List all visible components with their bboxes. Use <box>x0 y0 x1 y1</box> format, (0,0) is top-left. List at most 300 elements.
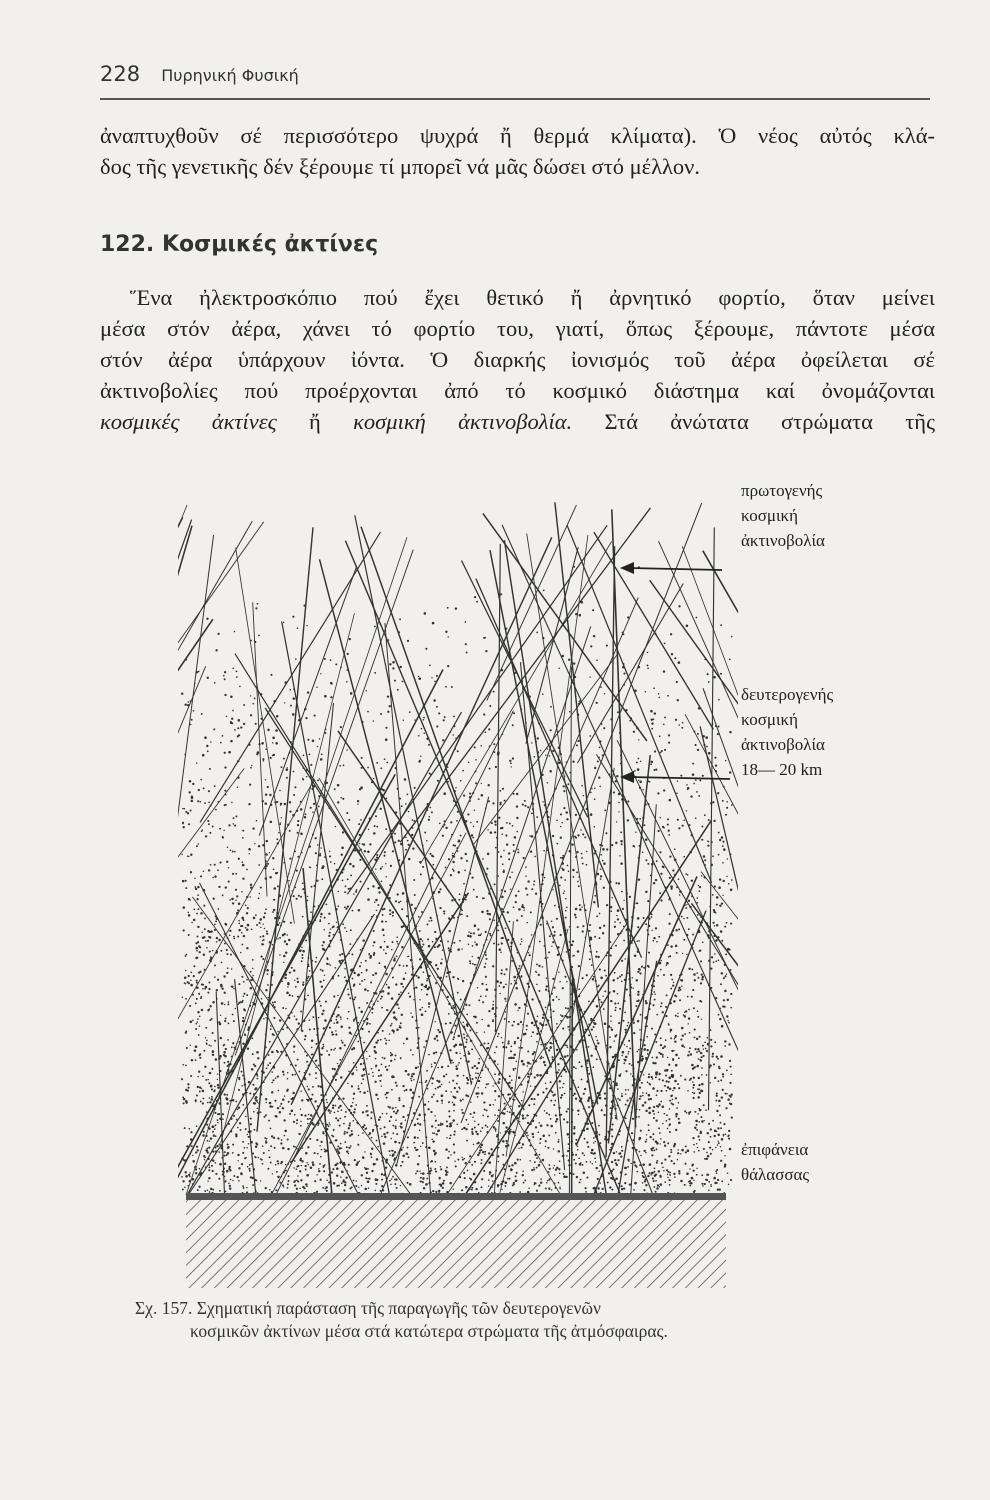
stipple-dot <box>275 729 278 732</box>
stipple-dot <box>265 908 267 910</box>
stipple-dot <box>530 850 532 852</box>
stipple-dot <box>477 1087 479 1089</box>
stipple-dot <box>414 787 416 789</box>
stipple-dot <box>729 1060 731 1062</box>
stipple-dot <box>492 1085 493 1086</box>
stipple-dot <box>676 792 678 794</box>
stipple-dot <box>582 930 584 932</box>
stipple-dot <box>722 845 724 847</box>
stipple-dot <box>389 663 391 665</box>
stipple-dot <box>182 822 184 824</box>
stipple-dot <box>349 638 351 640</box>
stipple-dot <box>586 1161 588 1163</box>
stipple-dot <box>246 1147 248 1149</box>
stipple-dot <box>431 811 433 813</box>
stipple-dot <box>700 1116 702 1118</box>
stipple-dot <box>361 757 363 759</box>
stipple-dot <box>357 803 358 804</box>
stipple-dot <box>592 978 595 981</box>
stipple-dot <box>361 1074 364 1077</box>
stipple-dot <box>615 945 617 947</box>
stipple-dot <box>373 720 374 721</box>
stipple-dot <box>698 1077 700 1079</box>
stipple-dot <box>409 711 411 713</box>
stipple-dot <box>478 1062 480 1064</box>
stipple-dot <box>639 972 641 974</box>
stipple-dot <box>688 1181 690 1183</box>
stipple-dot <box>596 951 598 953</box>
stipple-dot <box>654 750 656 752</box>
stipple-dot <box>299 1159 301 1161</box>
stipple-dot <box>554 1100 556 1102</box>
stipple-dot <box>341 1040 343 1042</box>
stipple-dot <box>333 995 335 997</box>
stipple-dot <box>683 1014 685 1016</box>
stipple-dot <box>391 1023 393 1025</box>
stipple-dot <box>245 1116 247 1118</box>
stipple-dot <box>312 1086 314 1088</box>
stipple-dot <box>453 1151 455 1153</box>
stipple-dot <box>300 833 303 836</box>
stipple-dot <box>715 1170 717 1172</box>
stipple-dot <box>697 902 699 904</box>
stipple-dot <box>499 993 500 994</box>
stipple-dot <box>279 922 281 924</box>
stipple-dot <box>544 1110 545 1111</box>
stipple-dot <box>299 1170 301 1172</box>
stipple-dot <box>726 922 728 924</box>
stipple-dot <box>434 1161 436 1163</box>
stipple-dot <box>516 793 518 795</box>
stipple-dot <box>362 1126 364 1128</box>
stipple-dot <box>279 824 281 826</box>
stipple-dot <box>667 818 669 820</box>
stipple-dot <box>708 1141 710 1143</box>
stipple-dot <box>673 1145 675 1147</box>
stipple-dot <box>669 855 671 857</box>
stipple-dot <box>363 843 365 845</box>
stipple-dot <box>325 1001 327 1003</box>
stipple-dot <box>476 1022 478 1024</box>
stipple-dot <box>534 1169 536 1171</box>
stipple-dot <box>710 1128 712 1130</box>
stipple-dot <box>219 1151 221 1153</box>
stipple-dot <box>581 907 582 908</box>
stipple-dot <box>564 976 566 978</box>
stipple-dot <box>546 1112 548 1114</box>
stipple-dot <box>320 1156 322 1158</box>
stipple-dot <box>232 1014 234 1016</box>
stipple-dot <box>608 1172 610 1174</box>
stipple-dot <box>605 832 607 834</box>
stipple-dot <box>701 1083 704 1086</box>
stipple-dot <box>328 935 330 937</box>
stipple-dot <box>431 1066 433 1068</box>
stipple-dot <box>490 831 493 834</box>
stipple-dot <box>545 1146 546 1147</box>
stipple-dot <box>702 775 704 777</box>
stipple-dot <box>590 1161 592 1163</box>
stipple-dot <box>457 1159 459 1161</box>
stipple-dot <box>599 968 601 970</box>
stipple-dot <box>321 986 323 988</box>
stipple-dot <box>219 861 221 863</box>
stipple-dot <box>507 1111 509 1113</box>
stipple-dot <box>250 714 252 716</box>
stipple-dot <box>401 908 403 910</box>
stipple-dot <box>663 789 665 791</box>
stipple-dot <box>350 1105 352 1107</box>
stipple-dot <box>184 703 186 705</box>
stipple-dot <box>669 913 671 915</box>
stipple-dot <box>481 1159 483 1161</box>
stipple-dot <box>669 1100 671 1102</box>
stipple-dot <box>297 832 299 834</box>
stipple-dot <box>262 935 264 937</box>
stipple-dot <box>281 1161 283 1163</box>
stipple-dot <box>432 1140 434 1142</box>
stipple-dot <box>426 994 428 996</box>
stipple-dot <box>730 1093 732 1095</box>
stipple-dot <box>493 1001 494 1002</box>
stipple-dot <box>350 874 352 876</box>
stipple-dot <box>725 1134 727 1136</box>
stipple-dot <box>469 1029 471 1031</box>
stipple-dot <box>466 1025 468 1027</box>
stipple-dot <box>349 863 352 866</box>
stipple-dot <box>520 1021 522 1023</box>
stipple-dot <box>469 793 471 795</box>
stipple-dot <box>233 1047 235 1049</box>
stipple-dot <box>354 996 356 998</box>
stipple-dot <box>223 675 225 677</box>
stipple-dot <box>646 1139 648 1141</box>
stipple-dot <box>701 1074 703 1076</box>
stipple-dot <box>286 768 289 771</box>
stipple-dot <box>346 931 348 933</box>
stipple-dot <box>467 1170 469 1172</box>
stipple-dot <box>389 913 391 915</box>
stipple-dot <box>319 1179 321 1181</box>
stipple-dot <box>674 657 676 659</box>
stipple-dot <box>500 952 502 954</box>
stipple-dot <box>701 1001 703 1003</box>
stipple-dot <box>647 664 649 666</box>
stipple-dot <box>566 981 568 983</box>
stipple-dot <box>250 971 252 973</box>
stipple-dot <box>297 981 299 983</box>
stipple-dot <box>354 1108 356 1110</box>
stipple-dot <box>488 1083 489 1084</box>
stipple-dot <box>302 981 304 983</box>
stipple-dot <box>688 968 690 970</box>
stipple-dot <box>687 996 689 998</box>
stipple-dot <box>321 1013 323 1015</box>
stipple-dot <box>550 706 552 708</box>
stipple-dot <box>686 954 688 956</box>
stipple-dot <box>421 946 423 948</box>
stipple-dot <box>361 1058 363 1060</box>
stipple-dot <box>528 1187 530 1189</box>
stipple-dot <box>193 965 195 967</box>
stipple-dot <box>434 1021 435 1022</box>
stipple-dot <box>298 1133 300 1135</box>
stipple-dot <box>422 944 424 946</box>
stipple-dot <box>518 1076 521 1079</box>
stipple-dot <box>361 1083 363 1085</box>
stipple-dot <box>555 1120 557 1122</box>
stipple-dot <box>228 1166 230 1168</box>
stipple-dot <box>716 904 718 906</box>
stipple-dot <box>380 1039 382 1041</box>
stipple-dot <box>255 1099 258 1102</box>
stipple-dot <box>448 1110 450 1112</box>
stipple-dot <box>408 811 409 812</box>
stipple-dot <box>702 976 704 978</box>
stipple-dot <box>494 831 496 833</box>
stipple-dot <box>493 942 495 944</box>
stipple-dot <box>724 990 726 992</box>
stipple-dot <box>355 891 357 893</box>
stipple-dot <box>480 1162 482 1164</box>
stipple-dot <box>508 852 510 854</box>
stipple-dot <box>323 980 325 982</box>
stipple-dot <box>241 976 243 978</box>
stipple-dot <box>323 1027 325 1029</box>
stipple-dot <box>537 1131 539 1133</box>
stipple-dot <box>460 1058 462 1060</box>
stipple-dot <box>376 1158 379 1161</box>
stipple-dot <box>671 653 673 655</box>
stipple-dot <box>459 940 461 942</box>
stipple-dot <box>726 1093 727 1094</box>
stipple-dot <box>501 833 503 835</box>
stipple-dot <box>498 1033 500 1035</box>
stipple-dot <box>648 1107 651 1110</box>
stipple-dot <box>234 729 236 731</box>
stipple-dot <box>648 1094 651 1097</box>
stipple-dot <box>398 1099 400 1101</box>
stipple-dot <box>279 822 281 824</box>
stipple-dot <box>242 1017 244 1019</box>
stipple-dot <box>718 1142 720 1144</box>
stipple-dot <box>731 1117 733 1119</box>
stipple-dot <box>551 920 553 922</box>
stipple-dot <box>320 1094 322 1096</box>
stipple-dot <box>395 1055 397 1057</box>
stipple-dot <box>624 1012 626 1014</box>
stipple-dot <box>697 1113 699 1115</box>
stipple-dot <box>442 1187 444 1189</box>
stipple-dot <box>574 1126 576 1128</box>
stipple-dot <box>506 843 508 845</box>
stipple-dot <box>727 1173 728 1174</box>
stipple-dot <box>697 733 699 735</box>
stipple-dot <box>426 1183 428 1185</box>
stipple-dot <box>261 956 263 958</box>
stipple-dot <box>361 1174 363 1176</box>
stipple-dot <box>729 731 731 733</box>
stipple-dot <box>698 890 700 892</box>
stipple-dot <box>296 1180 298 1182</box>
stipple-dot <box>272 1173 273 1174</box>
stipple-dot <box>347 988 349 990</box>
stipple-dot <box>726 801 728 803</box>
stipple-dot <box>611 1029 613 1031</box>
stipple-dot <box>500 973 502 975</box>
stipple-dot <box>394 833 396 835</box>
stipple-dot <box>614 926 616 928</box>
stipple-dot <box>655 1191 657 1193</box>
stipple-dot <box>418 760 420 762</box>
stipple-dot <box>648 1112 651 1115</box>
stipple-dot <box>238 719 241 722</box>
stipple-dot <box>247 1166 249 1168</box>
stipple-dot <box>322 970 324 972</box>
stipple-dot <box>206 1040 208 1042</box>
stipple-dot <box>289 972 291 974</box>
stipple-dot <box>280 1103 282 1105</box>
stipple-dot <box>536 984 538 986</box>
stipple-dot <box>204 736 207 739</box>
stipple-dot <box>245 1128 247 1130</box>
stipple-dot <box>434 946 436 948</box>
stipple-dot <box>712 1120 714 1122</box>
stipple-dot <box>309 1138 311 1140</box>
stipple-dot <box>717 792 719 794</box>
stipple-dot <box>185 1032 187 1034</box>
stipple-dot <box>494 1128 496 1130</box>
stipple-dot <box>477 1096 479 1098</box>
stipple-dot <box>312 740 315 743</box>
stipple-dot <box>638 1139 640 1141</box>
stipple-dot <box>565 910 567 912</box>
stipple-dot <box>651 1076 653 1078</box>
stipple-dot <box>692 1137 694 1139</box>
stipple-dot <box>670 974 672 976</box>
stipple-dot <box>509 1111 511 1113</box>
stipple-dot <box>489 1171 492 1174</box>
stipple-dot <box>662 826 664 828</box>
stipple-dot <box>195 888 197 890</box>
stipple-dot <box>211 1088 213 1090</box>
stipple-dot <box>415 1067 418 1070</box>
stipple-dot <box>240 1173 242 1175</box>
stipple-dot <box>217 979 219 981</box>
stipple-dot <box>219 1055 222 1058</box>
stipple-dot <box>610 1107 612 1109</box>
stipple-dot <box>657 975 659 977</box>
stipple-dot <box>293 1181 295 1183</box>
stipple-dot <box>488 728 490 730</box>
stipple-dot <box>684 1110 686 1112</box>
stipple-dot <box>449 1182 452 1185</box>
stipple-dot <box>308 1088 310 1090</box>
stipple-dot <box>342 880 344 882</box>
stipple-dot <box>531 1036 532 1037</box>
stipple-dot <box>343 1133 345 1135</box>
stipple-dot <box>205 1027 207 1029</box>
stipple-dot <box>719 1018 721 1020</box>
stipple-dot <box>192 783 194 785</box>
stipple-dot <box>190 871 192 873</box>
stipple-dot <box>617 1088 619 1090</box>
stipple-dot <box>684 1033 686 1035</box>
stipple-dot <box>249 1164 251 1166</box>
stipple-dot <box>598 1134 600 1136</box>
stipple-dot <box>220 1015 221 1016</box>
text-line: δος τῆς γενετικῆς δέν ξέρουμε τί μπορεῖ νά μᾶς δώσει στό μέλλον. <box>100 154 700 179</box>
stipple-dot <box>651 1154 653 1156</box>
stipple-dot <box>586 1128 589 1131</box>
stipple-dot <box>247 1134 248 1135</box>
stipple-dot <box>566 1121 568 1123</box>
stipple-dot <box>219 1190 221 1192</box>
stipple-dot <box>594 788 596 790</box>
stipple-dot <box>618 1059 620 1061</box>
stipple-dot <box>580 829 582 831</box>
stipple-dot <box>667 1057 668 1058</box>
stipple-dot <box>702 941 704 943</box>
stipple-dot <box>392 1153 395 1156</box>
stipple-dot <box>184 982 185 983</box>
stipple-dot <box>683 918 684 919</box>
stipple-dot <box>717 1058 719 1060</box>
stipple-dot <box>659 1132 661 1134</box>
stipple-dot <box>510 1050 512 1052</box>
stipple-dot <box>317 746 318 747</box>
stipple-dot <box>348 888 350 890</box>
stipple-dot <box>551 1091 553 1093</box>
stipple-dot <box>328 1181 330 1183</box>
stipple-dot <box>285 1164 287 1166</box>
stipple-dot <box>305 813 307 815</box>
stipple-dot <box>660 817 661 818</box>
stipple-dot <box>293 895 295 897</box>
stipple-dot <box>250 695 251 696</box>
stipple-dot <box>403 1043 405 1045</box>
stipple-dot <box>669 799 672 802</box>
stipple-dot <box>402 681 404 683</box>
stipple-dot <box>703 855 705 857</box>
stipple-dot <box>563 1083 565 1085</box>
stipple-dot <box>385 952 387 954</box>
stipple-dot <box>352 865 354 867</box>
stipple-dot <box>489 1104 491 1106</box>
stipple-dot <box>427 938 429 940</box>
stipple-dot <box>497 1184 500 1187</box>
stipple-dot <box>241 1071 243 1073</box>
stipple-dot <box>408 956 409 957</box>
stipple-dot <box>660 1090 662 1092</box>
stipple-dot <box>611 1128 613 1130</box>
stipple-dot <box>435 1088 437 1090</box>
stipple-dot <box>198 1034 200 1036</box>
stipple-dot <box>287 1175 289 1177</box>
stipple-dot <box>309 1019 311 1021</box>
stipple-dot <box>555 1132 557 1134</box>
stipple-dot <box>234 851 236 853</box>
stipple-dot <box>394 1016 396 1018</box>
stipple-dot <box>389 1154 391 1156</box>
stipple-dot <box>563 785 565 787</box>
running-title: Πυρηνική Φυσική <box>161 66 299 85</box>
stipple-dot <box>440 1122 442 1124</box>
stipple-dot <box>357 1041 359 1043</box>
stipple-dot <box>432 856 434 858</box>
stipple-dot <box>301 947 302 948</box>
stipple-dot <box>236 671 238 673</box>
